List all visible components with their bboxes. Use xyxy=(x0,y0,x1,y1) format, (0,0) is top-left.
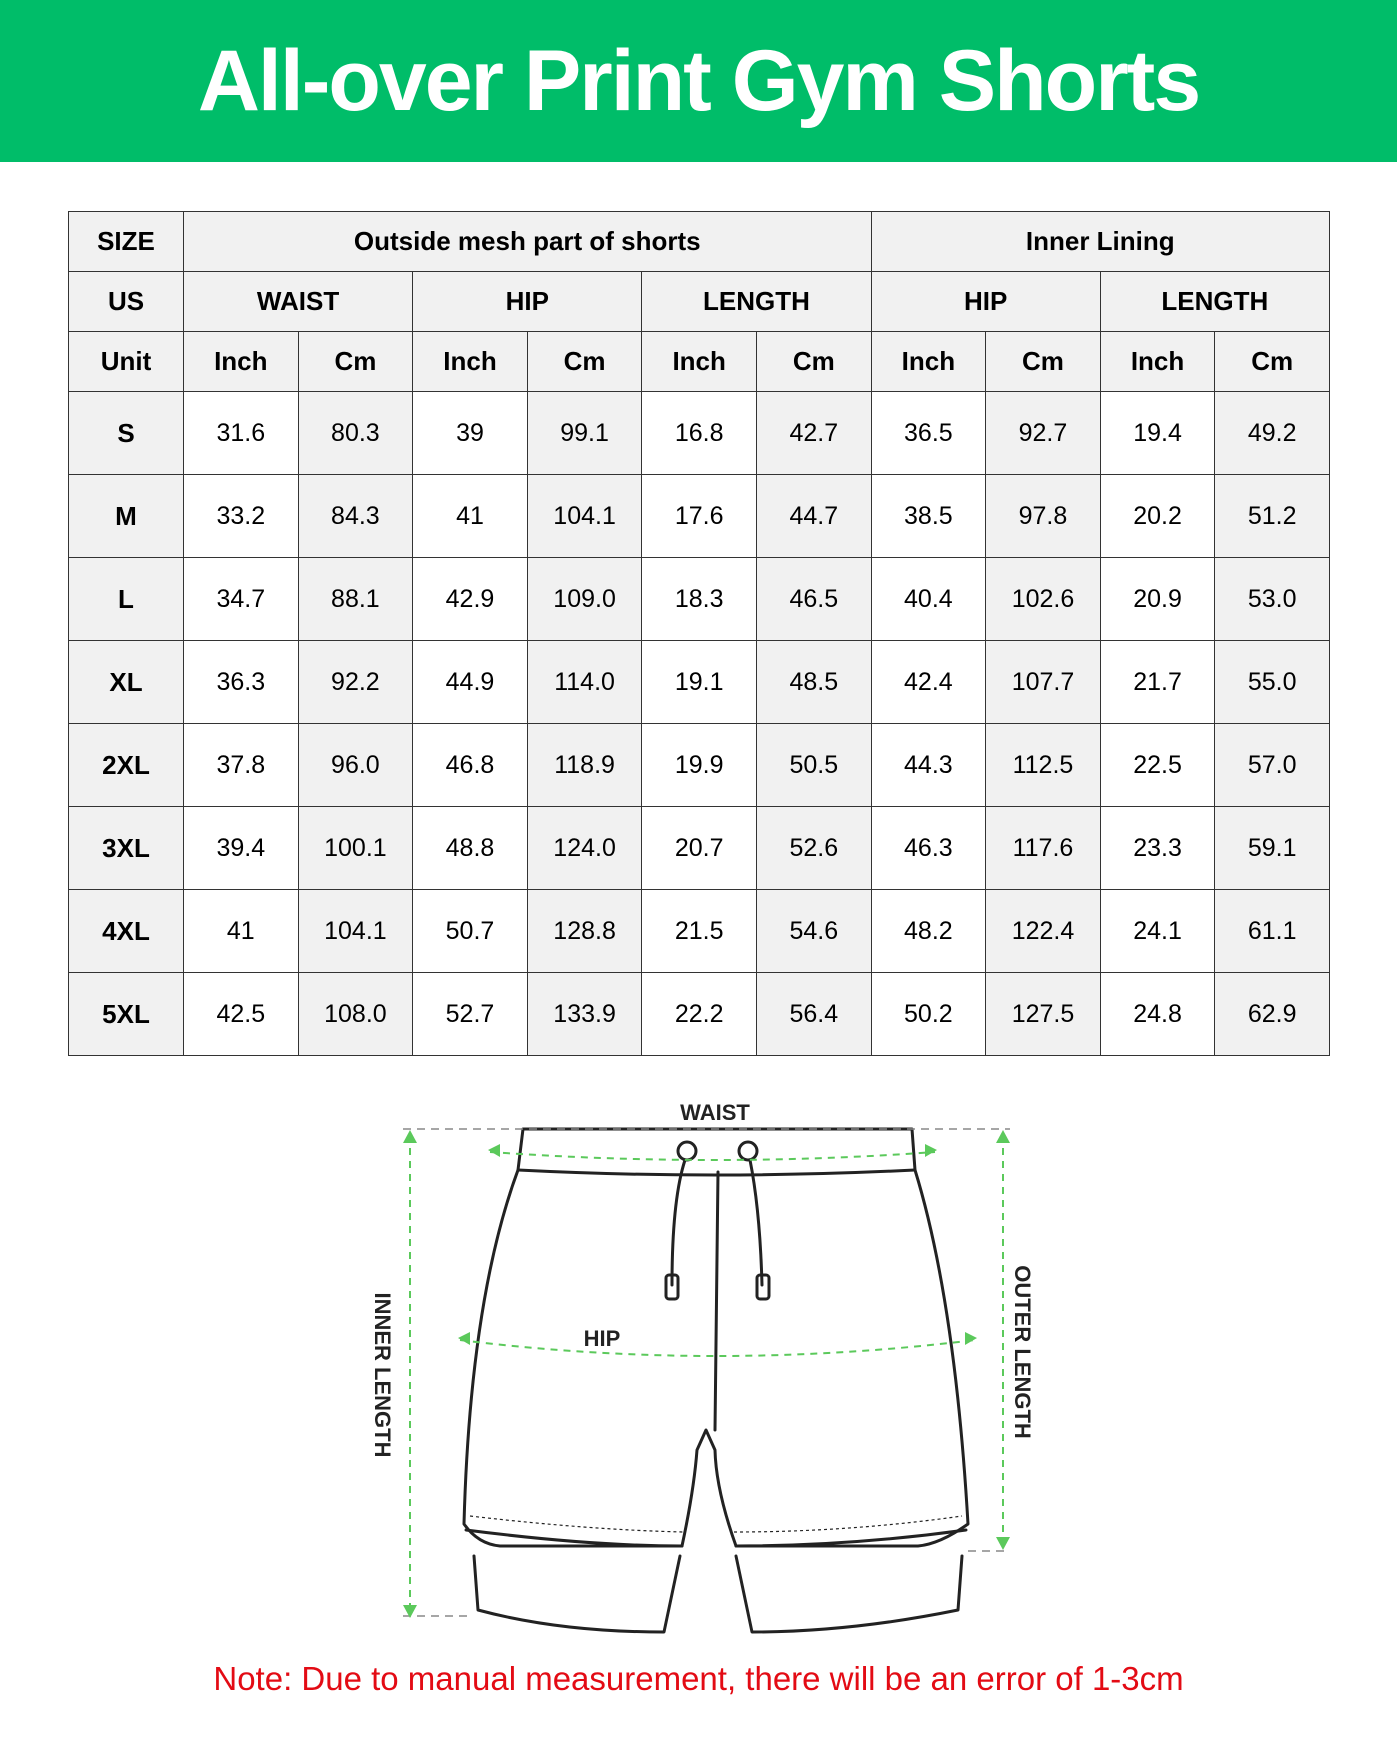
inch-value-cell: 20.2 xyxy=(1100,475,1215,558)
cm-value-cell: 99.1 xyxy=(527,392,642,475)
table-row xyxy=(69,558,1330,641)
inch-value-cell: 20.7 xyxy=(642,807,757,890)
unit-header: Unit xyxy=(69,332,184,392)
table-row xyxy=(69,807,1330,890)
inch-value-cell: 39.4 xyxy=(184,807,299,890)
cm-value-cell: 122.4 xyxy=(986,890,1101,973)
inch-value-cell: 42.4 xyxy=(871,641,986,724)
cm-value-cell: 57.0 xyxy=(1215,724,1330,807)
header-row-groups xyxy=(69,212,1330,272)
inch-value-cell: 52.7 xyxy=(413,973,528,1056)
inner-length-header: LENGTH xyxy=(1100,272,1329,332)
measurement-note: Note: Due to manual measurement, there will be an error of 1-3cm xyxy=(213,1660,1184,1697)
cm-value-cell: 51.2 xyxy=(1215,475,1330,558)
inner-length-label: INNER LENGTH xyxy=(370,1292,395,1458)
cm-value-cell: 59.1 xyxy=(1215,807,1330,890)
page-title: All-over Print Gym Shorts xyxy=(197,32,1200,129)
drawcord-right xyxy=(750,1160,762,1285)
size-header: SIZE xyxy=(69,212,184,272)
hip-label: HIP xyxy=(583,1326,621,1351)
inch-value-cell: 21.7 xyxy=(1100,641,1215,724)
cm-value-cell: 62.9 xyxy=(1215,973,1330,1056)
unit-cm: Cm xyxy=(986,332,1101,392)
inch-value-cell: 41 xyxy=(184,890,299,973)
inch-value-cell: 34.7 xyxy=(184,558,299,641)
table-row xyxy=(69,641,1330,724)
cm-value-cell: 128.8 xyxy=(527,890,642,973)
unit-inch: Inch xyxy=(413,332,528,392)
inch-value-cell: 42.5 xyxy=(184,973,299,1056)
size-cell: M xyxy=(69,475,184,558)
inch-value-cell: 50.2 xyxy=(871,973,986,1056)
size-cell: XL xyxy=(69,641,184,724)
inch-value-cell: 19.1 xyxy=(642,641,757,724)
cm-value-cell: 56.4 xyxy=(756,973,871,1056)
cm-value-cell: 127.5 xyxy=(986,973,1101,1056)
title-banner xyxy=(0,0,1397,162)
arrow-icon xyxy=(403,1130,417,1143)
drawcord-left xyxy=(672,1160,685,1285)
inch-value-cell: 19.9 xyxy=(642,724,757,807)
inch-value-cell: 18.3 xyxy=(642,558,757,641)
cm-value-cell: 114.0 xyxy=(527,641,642,724)
cm-value-cell: 104.1 xyxy=(298,890,413,973)
inch-value-cell: 39 xyxy=(413,392,528,475)
unit-inch: Inch xyxy=(642,332,757,392)
cm-value-cell: 117.6 xyxy=(986,807,1101,890)
cm-value-cell: 44.7 xyxy=(756,475,871,558)
cm-value-cell: 96.0 xyxy=(298,724,413,807)
inch-value-cell: 46.8 xyxy=(413,724,528,807)
cm-value-cell: 52.6 xyxy=(756,807,871,890)
size-rows xyxy=(69,392,1330,1056)
outside-mesh-header: Outside mesh part of shorts xyxy=(184,212,872,272)
size-cell: S xyxy=(69,392,184,475)
unit-inch: Inch xyxy=(871,332,986,392)
cm-value-cell: 92.2 xyxy=(298,641,413,724)
inch-value-cell: 36.5 xyxy=(871,392,986,475)
size-cell: 5XL xyxy=(69,973,184,1056)
inch-value-cell: 44.9 xyxy=(413,641,528,724)
cm-value-cell: 61.1 xyxy=(1215,890,1330,973)
size-cell: 2XL xyxy=(69,724,184,807)
hem-stitch-left xyxy=(470,1516,684,1532)
table-row xyxy=(69,392,1330,475)
us-header: US xyxy=(69,272,184,332)
inch-value-cell: 21.5 xyxy=(642,890,757,973)
shorts-diagram xyxy=(0,1080,1397,1660)
inch-value-cell: 48.8 xyxy=(413,807,528,890)
cm-value-cell: 97.8 xyxy=(986,475,1101,558)
cm-value-cell: 107.7 xyxy=(986,641,1101,724)
cm-value-cell: 133.9 xyxy=(527,973,642,1056)
inch-value-cell: 24.1 xyxy=(1100,890,1215,973)
inch-value-cell: 48.2 xyxy=(871,890,986,973)
cm-value-cell: 92.7 xyxy=(986,392,1101,475)
cm-value-cell: 102.6 xyxy=(986,558,1101,641)
cm-value-cell: 84.3 xyxy=(298,475,413,558)
waist-measure-line xyxy=(490,1152,935,1160)
inch-value-cell: 16.8 xyxy=(642,392,757,475)
inner-lining-right xyxy=(736,1556,962,1632)
cm-value-cell: 100.1 xyxy=(298,807,413,890)
unit-cm: Cm xyxy=(527,332,642,392)
outer-length-label: OUTER LENGTH xyxy=(1010,1265,1035,1439)
size-cell: 4XL xyxy=(69,890,184,973)
inner-lining-header: Inner Lining xyxy=(871,212,1329,272)
unit-inch: Inch xyxy=(1100,332,1215,392)
table-row xyxy=(69,890,1330,973)
inch-value-cell: 50.7 xyxy=(413,890,528,973)
table-row xyxy=(69,973,1330,1056)
hip-header: HIP xyxy=(413,272,642,332)
unit-cm: Cm xyxy=(756,332,871,392)
inch-value-cell: 22.5 xyxy=(1100,724,1215,807)
cm-value-cell: 124.0 xyxy=(527,807,642,890)
cm-value-cell: 48.5 xyxy=(756,641,871,724)
table-row xyxy=(69,724,1330,807)
header-row-units xyxy=(69,332,1330,392)
header-row-measures xyxy=(69,272,1330,332)
hem-stitch-right xyxy=(734,1516,962,1532)
arrow-icon xyxy=(925,1144,937,1157)
cm-value-cell: 108.0 xyxy=(298,973,413,1056)
arrow-icon xyxy=(488,1144,500,1157)
inner-lining-left xyxy=(474,1556,680,1632)
inch-value-cell: 22.2 xyxy=(642,973,757,1056)
table-row xyxy=(69,475,1330,558)
size-chart-table xyxy=(68,211,1330,1056)
arrow-icon xyxy=(458,1332,470,1345)
inch-value-cell: 20.9 xyxy=(1100,558,1215,641)
cm-value-cell: 112.5 xyxy=(986,724,1101,807)
inch-value-cell: 41 xyxy=(413,475,528,558)
inch-value-cell: 33.2 xyxy=(184,475,299,558)
inch-value-cell: 46.3 xyxy=(871,807,986,890)
cm-value-cell: 49.2 xyxy=(1215,392,1330,475)
inch-value-cell: 36.3 xyxy=(184,641,299,724)
inner-hip-header: HIP xyxy=(871,272,1100,332)
arrow-icon xyxy=(996,1130,1010,1143)
waist-label: WAIST xyxy=(680,1100,750,1125)
inch-value-cell: 17.6 xyxy=(642,475,757,558)
unit-inch: Inch xyxy=(184,332,299,392)
inch-value-cell: 40.4 xyxy=(871,558,986,641)
cm-value-cell: 80.3 xyxy=(298,392,413,475)
size-cell: 3XL xyxy=(69,807,184,890)
cm-value-cell: 55.0 xyxy=(1215,641,1330,724)
size-cell: L xyxy=(69,558,184,641)
arrow-icon xyxy=(996,1537,1010,1550)
length-header: LENGTH xyxy=(642,272,871,332)
cm-value-cell: 109.0 xyxy=(527,558,642,641)
unit-cm: Cm xyxy=(298,332,413,392)
cm-value-cell: 46.5 xyxy=(756,558,871,641)
drawcord-eyelet-left xyxy=(678,1142,696,1160)
drawcord-eyelet-right xyxy=(739,1142,757,1160)
left-hem xyxy=(466,1530,682,1546)
arrow-icon xyxy=(965,1332,977,1345)
inch-value-cell: 24.8 xyxy=(1100,973,1215,1056)
inch-value-cell: 44.3 xyxy=(871,724,986,807)
inch-value-cell: 31.6 xyxy=(184,392,299,475)
unit-cm: Cm xyxy=(1215,332,1330,392)
inch-value-cell: 42.9 xyxy=(413,558,528,641)
inch-value-cell: 38.5 xyxy=(871,475,986,558)
center-seam xyxy=(715,1172,718,1430)
cm-value-cell: 118.9 xyxy=(527,724,642,807)
inch-value-cell: 23.3 xyxy=(1100,807,1215,890)
waist-header: WAIST xyxy=(184,272,413,332)
cm-value-cell: 53.0 xyxy=(1215,558,1330,641)
cm-value-cell: 50.5 xyxy=(756,724,871,807)
cm-value-cell: 88.1 xyxy=(298,558,413,641)
cm-value-cell: 42.7 xyxy=(756,392,871,475)
cm-value-cell: 54.6 xyxy=(756,890,871,973)
inch-value-cell: 37.8 xyxy=(184,724,299,807)
cm-value-cell: 104.1 xyxy=(527,475,642,558)
inch-value-cell: 19.4 xyxy=(1100,392,1215,475)
